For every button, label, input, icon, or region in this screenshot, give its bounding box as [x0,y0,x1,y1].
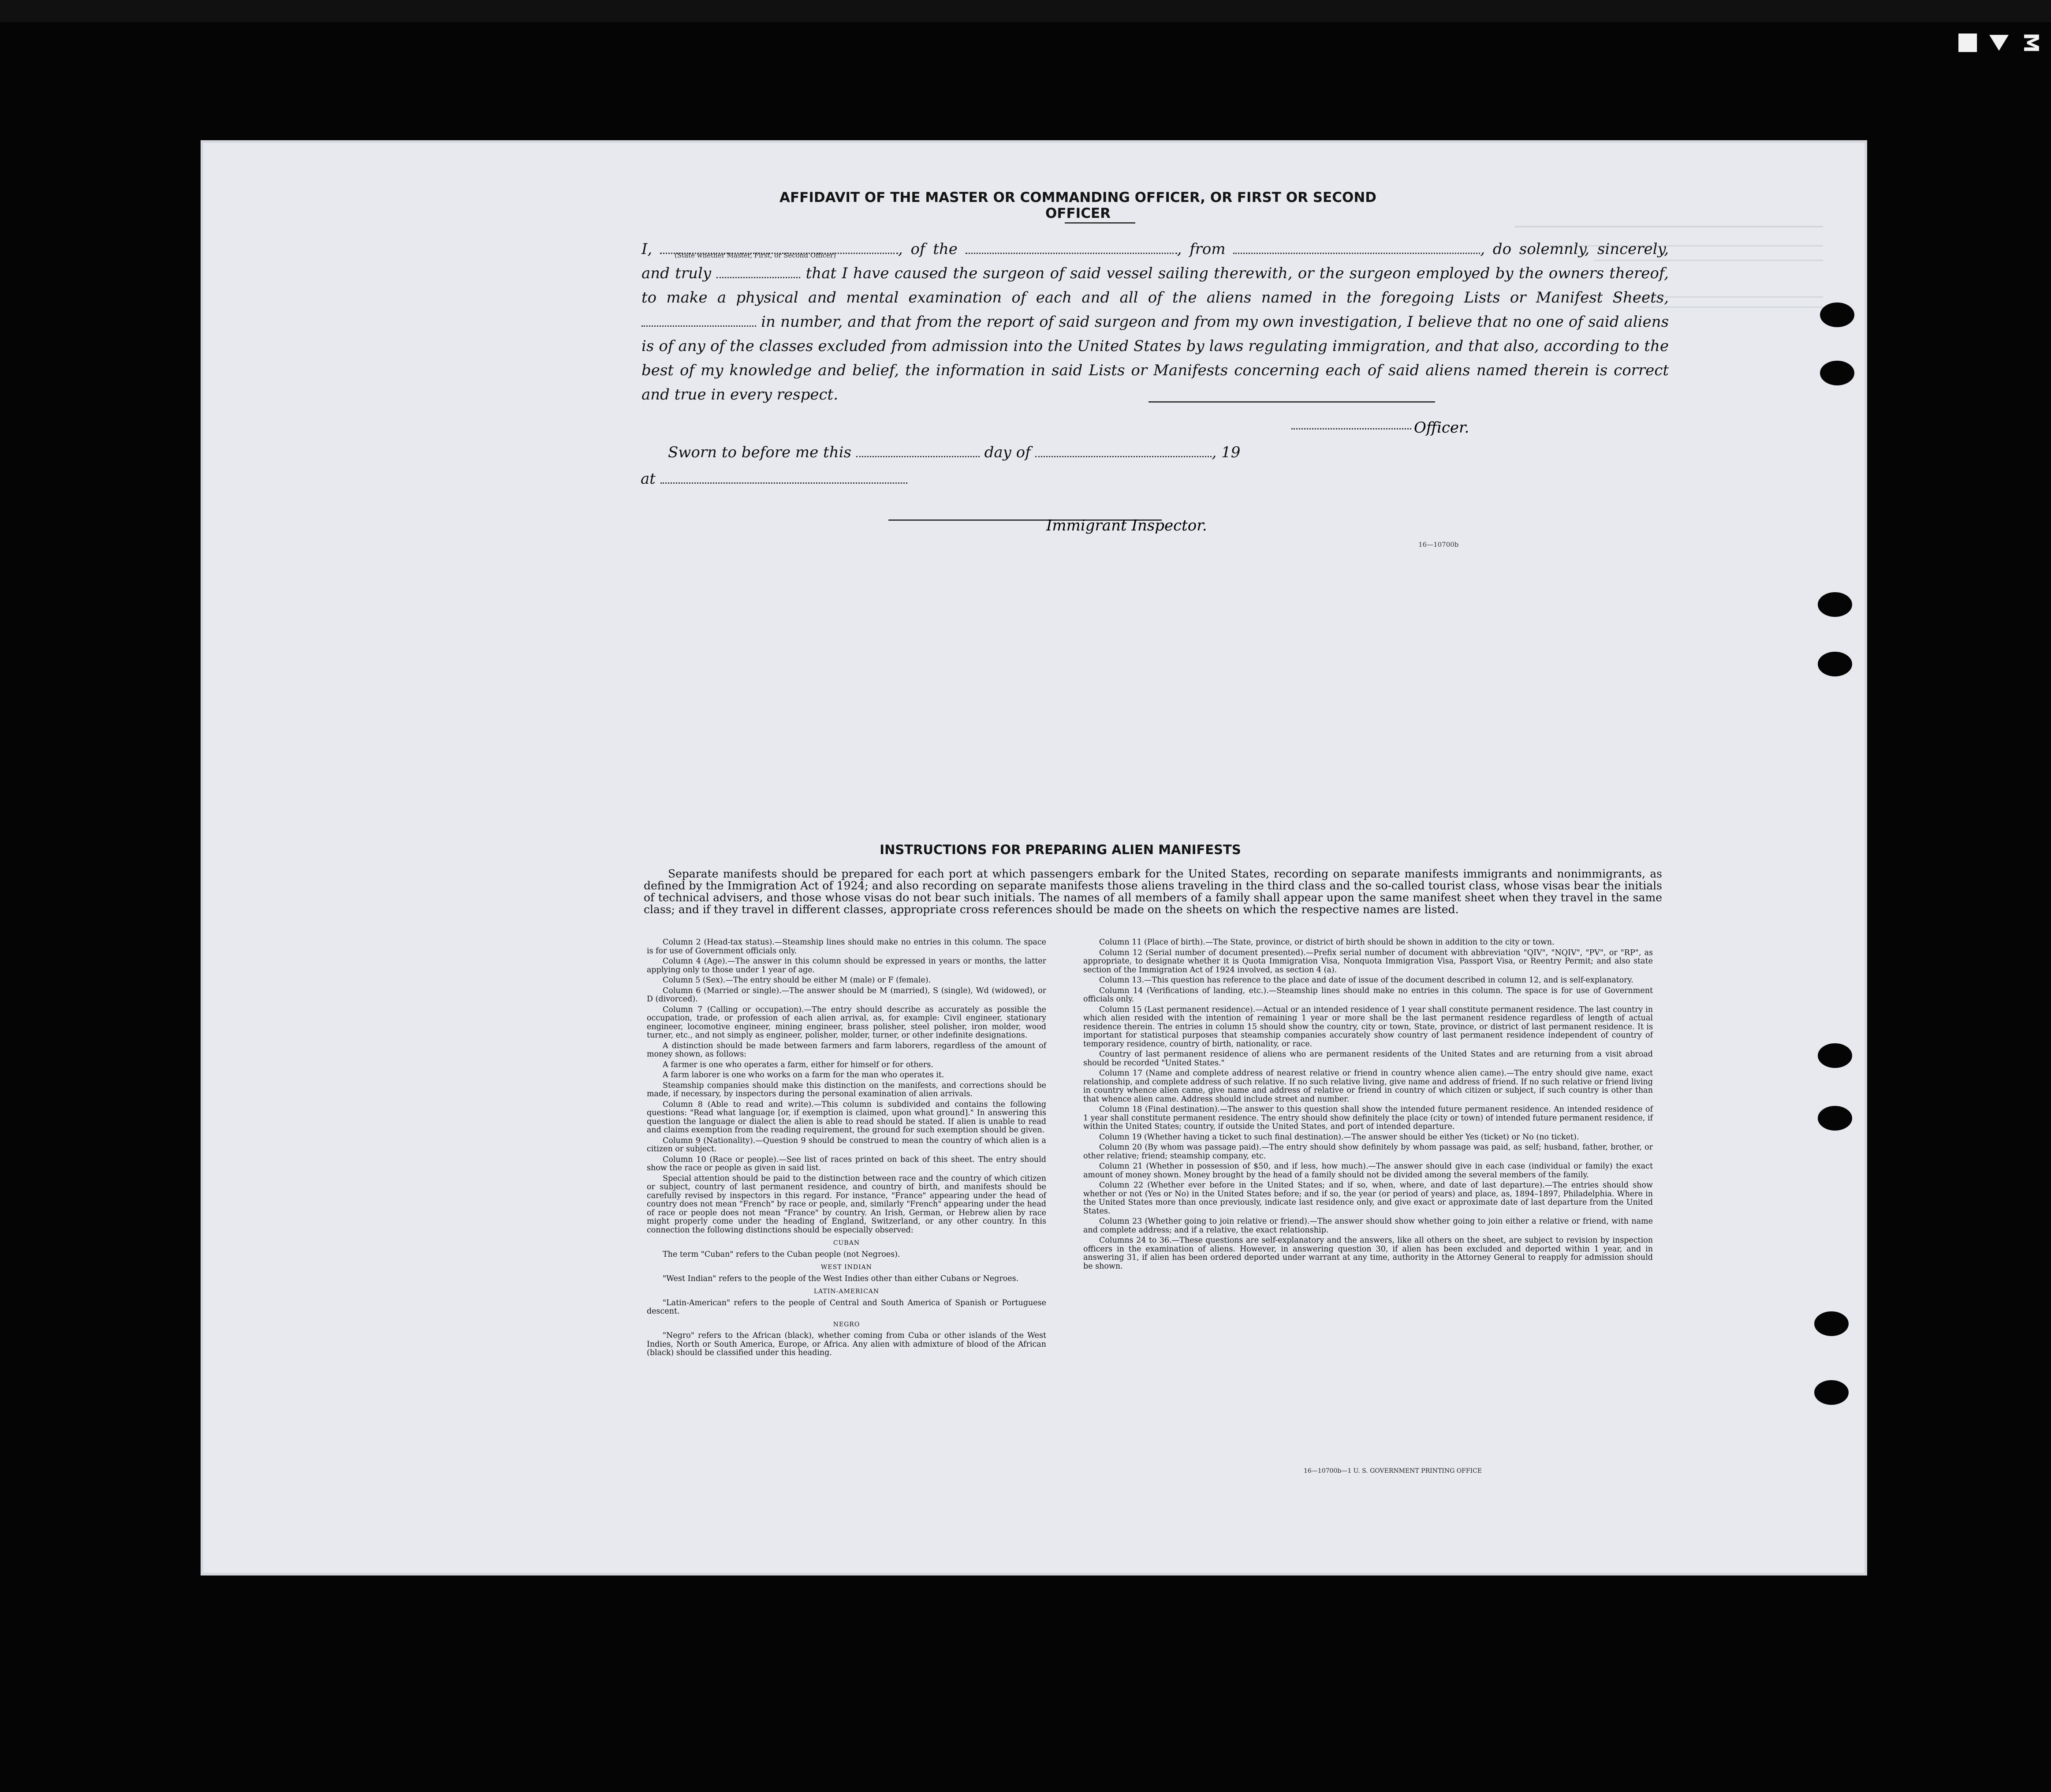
punch-hole [1814,1380,1849,1405]
affidavit-word: solemnly, sincerely, and truly [641,240,1669,282]
affidavit-word: , of the [898,240,958,258]
sworn-line [668,444,1240,461]
affidavit-text [641,237,1669,407]
punch-hole [1814,1311,1849,1336]
latin-american-heading: LATIN-AMERICAN [813,1288,880,1295]
place-blank [660,471,907,484]
punch-hole [1818,652,1852,676]
triangle-mark-icon [1989,35,2009,51]
instructions-title: INSTRUCTIONS FOR PREPARING ALIEN MANIFESTS [880,842,1241,857]
vessel-blank [966,241,1177,254]
instruction-paragraph: Column 10 (Race or people).—See list of races printed on back of this sheet. The entry should show the race or people as given in said list. [647,1155,1046,1172]
instruction-paragraph: Column 22 (Whether ever before in the United States; and if so, when, where, and date of last departure).—The entries should show whether or not (Yes or No) in the United States before; and if so, the year (or period of years) and place, as, 1894–1897, Philadelphia. Where in the United States more than once previously, indicate last residence only, and give exact or approximate date of last departure from the United States. [1083,1181,1653,1216]
instructions-right-column [1083,938,1653,1273]
negro-heading: NEGRO [833,1321,860,1328]
punch-hole [1820,361,1854,385]
affidavit-title: AFFIDAVIT OF THE MASTER OR COMMANDING OFFICER, OR FIRST OR SECOND OFFICER [779,190,1377,221]
instruction-paragraph: Column 9 (Nationality).—Question 9 should be construed to mean the country of which alien is a citizen or subject. [647,1136,1046,1154]
officer-line [1291,428,1411,429]
corner-letter: M [2019,33,2044,53]
instruction-paragraph: A farm laborer is one who works on a farm for the man who operates it. [663,1071,944,1079]
affidavit-word: investigation, I believe that no one of said aliens is of any of the classes excluded from admission into the United States by laws regulating immigration, and that also, according to the best of my knowledge and belief, the information in said Lists or Manifests concerning each of said aliens named therein is correct and true in every respect. [641,313,1669,403]
instruction-paragraph: Column 13.—This question has reference to the place and date of issue of the document described in column 12, and is self-explanatory. [1099,976,1633,985]
rank-note: (State whether Master, First, or Second Officer) [675,251,836,259]
inspector-label: Immigrant Inspector. [1046,517,1207,534]
instruction-paragraph: A farmer is one who operates a farm, either for himself or for others. [663,1060,933,1069]
printing-office-line: 16—10700b—1 U. S. GOVERNMENT PRINTING OFFICE [1304,1467,1482,1475]
instruction-paragraph: "Latin-American" refers to the people of Central and South America of Spanish or Portuguese descent. [647,1298,1046,1316]
scanner-corner-marks [1958,27,2044,58]
at-line [641,470,907,488]
instruction-paragraph: Column 12 (Serial number of document presented).—Prefix serial number of document with abbreviation "QIV", "NQIV", "PV", or "RP", as appropriate, to designate whether it is Quota Immigration Visa, Nonquota Immigration Visa, Passport Visa, or Reentry Permit; and also state section of the Immigration Act of 1924 involved, as section 4 (a). [1083,948,1653,974]
affidavit-word: in number, and that from the report of said surgeon and from my own [761,313,1294,331]
west-indian-heading: WEST INDIAN [821,1264,872,1271]
instruction-paragraph: Column 8 (Able to read and write).—This column is subdivided and contains the following questions: "Read what language [or, if exemption is claimed, upon what ground]." In answering this question the language or dialect the alien is able to read should be stated. If alien is unable to read and claims exemption from the reading requirement, the ground for such exemption should be given. [647,1100,1046,1135]
affidavit-word: I, [641,240,653,258]
instruction-paragraph: Column 7 (Calling or occupation).—The entry should describe as accurately as possible the occupation, trade, or profession of each alien arrival, as, for example: Civil engineer, stationary engineer, locomotive engineer, mining engineer, brass polisher, steel polisher, iron molder, wood turner, etc., and not simply as engineer, polisher, molder, turner, or other indefinite designations. [647,1005,1046,1040]
punch-hole [1818,592,1852,617]
instruction-paragraph: Column 15 (Last permanent residence).—Actual or an intended residence of 1 year shall constitute permanent residence. The last country in which alien resided with the intention of remaining 1 year or more shall be the last permanent residence regardless of length of actual residence therein. The entries in column 15 should show the country, city or town, State, province, or district of last permanent residence. It is important for statistical purposes that steamship companies accurately show country of last permanent residence independent of country of temporary residence, country of birth, nationality, or race. [1083,1005,1653,1049]
day-blank [856,444,980,457]
affidavit-word: , do [1480,240,1512,258]
square-mark-icon [1958,34,1977,52]
instruction-paragraph: Special attention should be paid to the distinction between race and the country of which citizen or subject, country of last permanent residence, and country of birth, and manifests should be carefully revised by inspectors in this regard. For instance, "France" appearing under the head of country does not mean "French" by race or people, and, similarly "French" appearing under the head of race or people does not mean "France" by country. An Irish, German, or Hebrew alien by race might properly come under the heading of England, Switzerland, or any other country. In this connection the following distinctions should be especially observed: [647,1174,1046,1235]
instruction-paragraph: Column 19 (Whether having a ticket to such final destination).—The answer should be either Yes (ticket) or No (no ticket). [1099,1132,1579,1142]
officer-label: Officer. [1414,419,1469,437]
punch-hole [1818,1106,1852,1131]
instruction-paragraph: Column 18 (Final destination).—The answer to this question shall show the intended future permanent residence. An intended residence of 1 year shall constitute permanent residence. The entry should show definitely the place (city or town) of intended future permanent residence, if within the United States; country, if outside the United States, and port of intended departure. [1083,1105,1653,1131]
port-blank [1233,241,1480,254]
instruction-paragraph: Column 14 (Verifications of landing, etc.).—Steamship lines should make no entries in this column. The space is for use of Government officials only. [1083,986,1653,1004]
affidavit-word: , from [1177,240,1226,258]
sworn-text: day of [984,444,1031,461]
month-blank [1035,444,1212,457]
form-number: 16—10700b [1418,541,1459,549]
sworn-text: , 19 [1212,444,1241,461]
instruction-paragraph: A distinction should be made between farmers and farm laborers, regardless of the amount of money shown, as follows: [647,1041,1046,1059]
manifest-sheet [201,140,1867,1575]
instruction-paragraph: Column 2 (Head-tax status).—Steamship lines should make no entries in this column. The space is for use of Government officials only. [647,938,1046,956]
instructions-intro: Separate manifests should be prepared for each port at which passengers embark for the United States, recording on separate manifests immigrants and nonimmigrants, as defined by the Immigration Act of 1924; and also recording on separate manifests those aliens traveling in the third class and the so-called tourist class, whose visas bear the initials of technical advisers, and those whose visas do not bear such initials. The names of all members of a family shall appear upon the same manifest sheet when they travel in the same class; and if they travel in different classes, appropriate cross references should be made on the sheets on which the respective names are listed. [644,867,1662,916]
punch-hole [1820,302,1854,327]
instruction-paragraph: Country of last permanent residence of aliens who are permanent residents of the United States and are returning from a visit abroad should be recorded "United States." [1083,1050,1653,1068]
cuban-heading: CUBAN [833,1239,860,1247]
instruction-paragraph: Columns 24 to 36.—These questions are self-explanatory and the answers, like all others on the sheet, are subject to revision by inspection officers in the examination of aliens. However, in answering question 30, if alien has been excluded and deported within 1 year, and in answering 31, if alien has been ordered deported under warrant at any time, authority in the Attorney General to reapply for admission should be shown. [1083,1236,1653,1271]
instruction-paragraph: Column 11 (Place of birth).—The State, province, or district of birth should be shown in addition to the city or town. [1099,938,1555,947]
signature-line [1149,401,1435,403]
instruction-paragraph: "West Indian" refers to the people of the West Indies other than either Cubans or Negroes. [663,1274,1019,1283]
instruction-paragraph: "Negro" refers to the African (black), whether coming from Cuba or other islands of the West Indies, North or South America, Europe, or Africa. Any alien with admixture of blood of the African (black) should be classified under this heading. [647,1331,1046,1357]
instructions-left-column [647,938,1046,1359]
affidavit-word: foregoing Lists or Manifest Sheets, [1381,289,1669,306]
title-rule [1065,222,1135,224]
affidavit-word: that I have caused the surgeon of said vessel sailing therewith, or the surgeon [805,265,1411,282]
instruction-paragraph: Column 20 (By whom was passage paid).—The entry should show definitely by whom passage was paid, as self; husband, father, brother, or other relative; friend; steamship company, etc. [1083,1143,1653,1161]
instruction-paragraph: Column 5 (Sex).—The entry should be either M (male) or F (female). [663,976,931,985]
instruction-paragraph: Column 21 (Whether in possession of $50, and if less, how much).—The answer should give in each case (individual or family) the exact amount of money shown. Money brought by the head of a family should not be divided among the several members of the family. [1083,1162,1653,1180]
rank-blank [716,265,800,278]
instruction-paragraph: Column 6 (Married or single).—The answer should be M (married), S (single), Wd (widowed), or D (divorced). [647,986,1046,1004]
at-text: at [641,470,656,488]
instruction-paragraph: The term "Cuban" refers to the Cuban people (not Negroes). [663,1250,900,1259]
punch-hole [1818,1043,1852,1068]
affidavit-word: employed by the owners thereof, to make a physical and mental examination of each and all of the aliens named in the [641,265,1669,306]
instruction-paragraph: Steamship companies should make this distinction on the manifests, and corrections should be made, if necessary, by inspectors during the personal examination of alien arrivals. [647,1081,1046,1098]
sheets-blank [641,314,756,327]
instruction-paragraph: Column 23 (Whether going to join relative or friend).—The answer should show whether going to join either a relative or friend, with name and complete address; and if a relative, the exact relationship. [1083,1217,1653,1235]
sworn-text: Sworn to before me this [668,444,851,461]
instruction-paragraph: Column 17 (Name and complete address of nearest relative or friend in country whence alien came).—The entry should give name, exact relationship, and complete address of such relative. If no such relative living, give name and address of friend. If no such relative or friend living in country whence alien came, give name and address of relative or friend in country of which citizen or subject, if such country is other than that whence alien came. Address should include street and number. [1083,1069,1653,1104]
instruction-paragraph: Column 4 (Age).—The answer in this column should be expressed in years or months, the latter applying only to those under 1 year of age. [647,957,1046,974]
scanner-top-strip [0,0,2051,22]
